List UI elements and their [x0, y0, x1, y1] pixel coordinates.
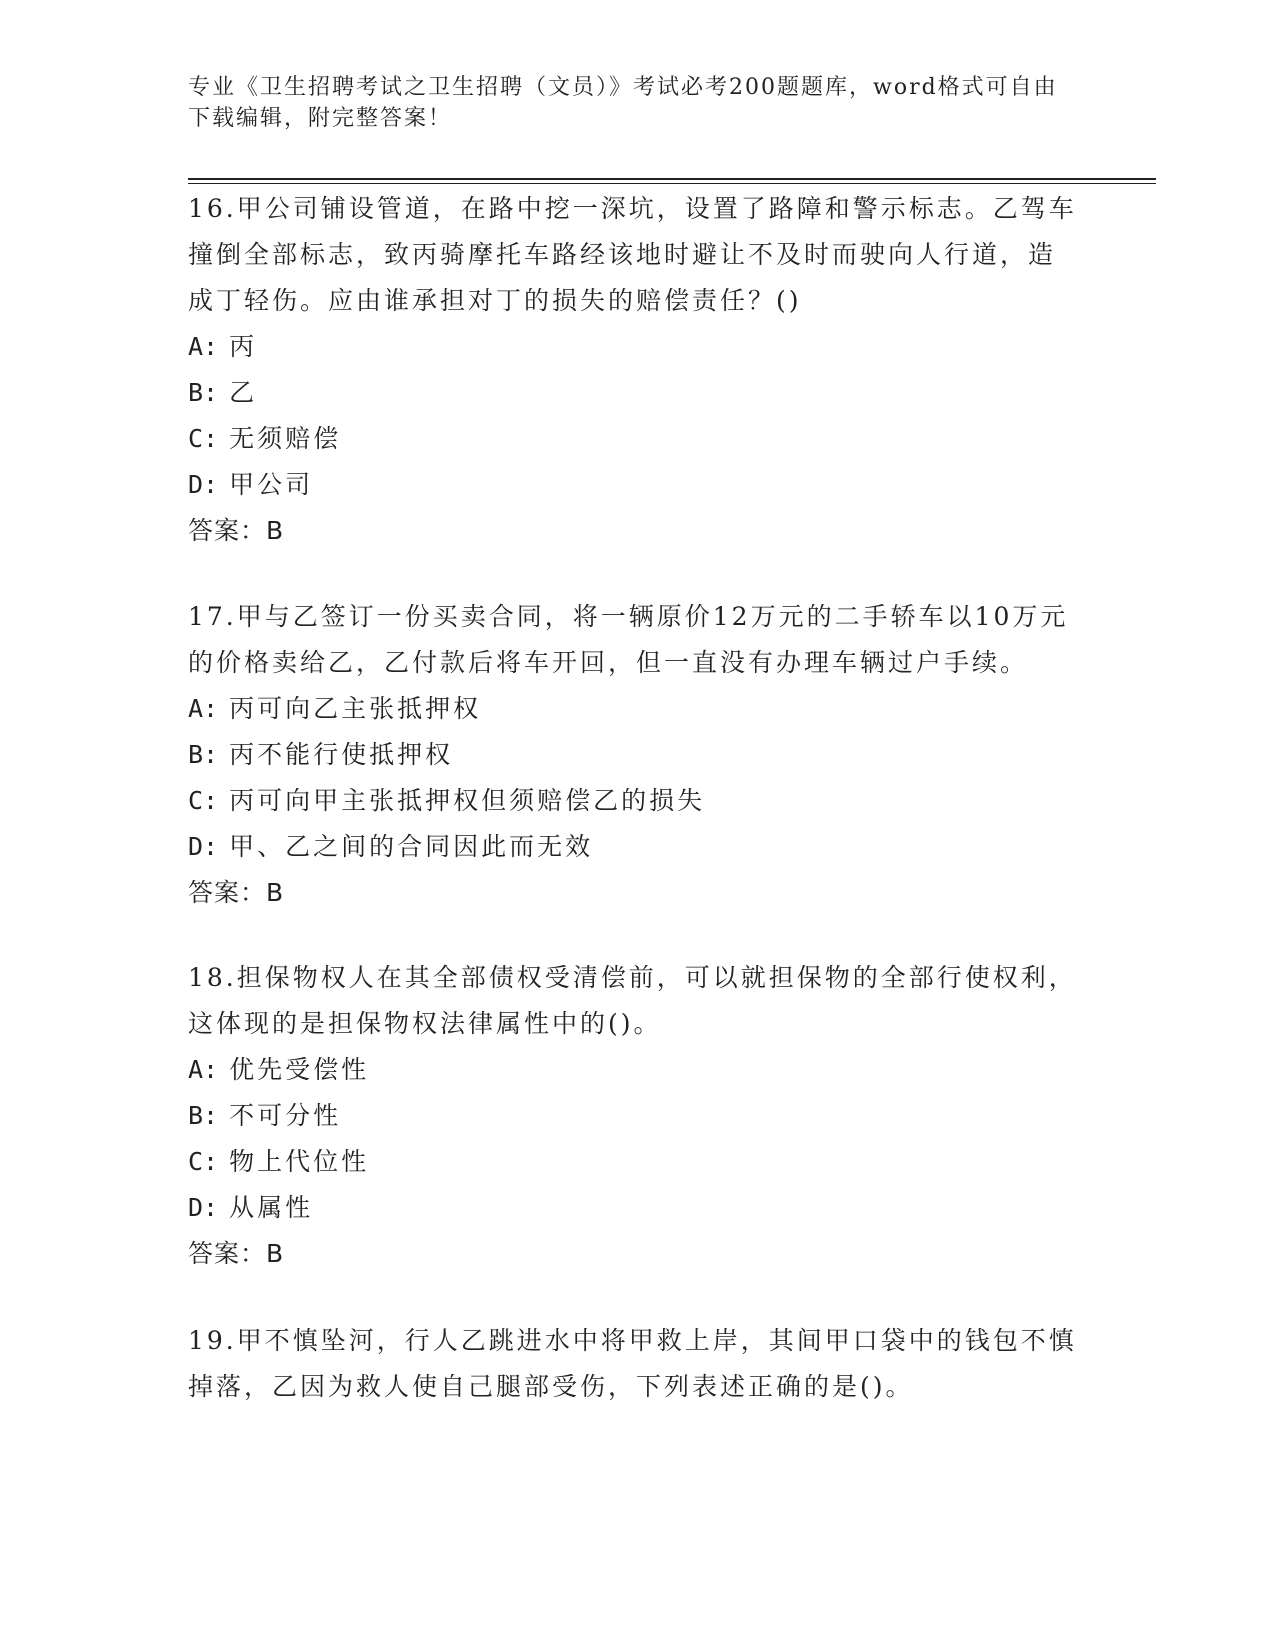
option-d — [188, 462, 1078, 508]
option-c — [188, 778, 1078, 824]
option-letter: B: — [188, 1101, 219, 1130]
header-divider-thick — [188, 178, 1156, 180]
question-16 — [188, 186, 1078, 554]
option-text: 从属性 — [229, 1193, 314, 1222]
option-a — [188, 1047, 1078, 1093]
option-text: 丙不能行使抵押权 — [229, 740, 454, 769]
document-intro: 专业《卫生招聘考试之卫生招聘（文员）》考试必考200题题库，word格式可自由下载编辑，附完整答案！ — [188, 75, 1058, 131]
option-text: 丙可向甲主张抵押权但须赔偿乙的损失 — [229, 786, 706, 815]
option-c — [188, 1139, 1078, 1185]
answer-label: 答案：B — [188, 1239, 285, 1268]
question-stem: 16.甲公司铺设管道，在路中挖一深坑，设置了路障和警示标志。乙驾车撞倒全部标志，致丙骑摩托车路经该地时避让不及时而驶向人行道，造成丁轻伤。应由谁承担对丁的损失的赔偿责任？() — [188, 194, 1077, 315]
option-text: 物上代位性 — [229, 1147, 370, 1176]
answer-label: 答案：B — [188, 878, 285, 907]
option-b — [188, 1093, 1078, 1139]
option-letter: D: — [188, 1193, 219, 1222]
header-divider-thin — [188, 183, 1156, 184]
option-letter: C: — [188, 424, 219, 453]
option-letter: D: — [188, 832, 219, 861]
option-b — [188, 370, 1078, 416]
option-text: 不可分性 — [229, 1101, 342, 1130]
option-text: 丙可向乙主张抵押权 — [229, 694, 482, 723]
option-a — [188, 324, 1078, 370]
option-a — [188, 686, 1078, 732]
option-letter: C: — [188, 1147, 219, 1176]
option-text: 丙 — [229, 332, 258, 361]
option-text: 无须赔偿 — [229, 424, 342, 453]
option-c — [188, 416, 1078, 462]
option-text: 优先受偿性 — [229, 1055, 370, 1084]
option-d — [188, 1185, 1078, 1231]
option-text: 甲、乙之间的合同因此而无效 — [229, 832, 594, 861]
option-letter: B: — [188, 378, 219, 407]
answer-label: 答案：B — [188, 516, 285, 545]
option-d — [188, 824, 1078, 870]
question-stem: 17.甲与乙签订一份买卖合同，将一辆原价12万元的二手轿车以10万元的价格卖给乙，乙付款后将车开回，但一直没有办理车辆过户手续。 — [188, 602, 1069, 677]
option-text: 乙 — [229, 378, 258, 407]
question-stem: 19.甲不慎坠河，行人乙跳进水中将甲救上岸，其间甲口袋中的钱包不慎掉落，乙因为救人使自己腿部受伤，下列表述正确的是()。 — [188, 1326, 1077, 1401]
option-letter: A: — [188, 694, 219, 723]
question-stem: 18.担保物权人在其全部债权受清偿前，可以就担保物的全部行使权利，这体现的是担保物权法律属性中的()。 — [188, 963, 1077, 1038]
question-17 — [188, 594, 1078, 916]
option-letter: C: — [188, 786, 219, 815]
question-19 — [188, 1318, 1078, 1410]
option-text: 甲公司 — [229, 470, 314, 499]
option-letter: A: — [188, 332, 219, 361]
option-letter: B: — [188, 740, 219, 769]
question-18 — [188, 955, 1078, 1277]
option-letter: D: — [188, 470, 219, 499]
option-b — [188, 732, 1078, 778]
option-letter: A: — [188, 1055, 219, 1084]
